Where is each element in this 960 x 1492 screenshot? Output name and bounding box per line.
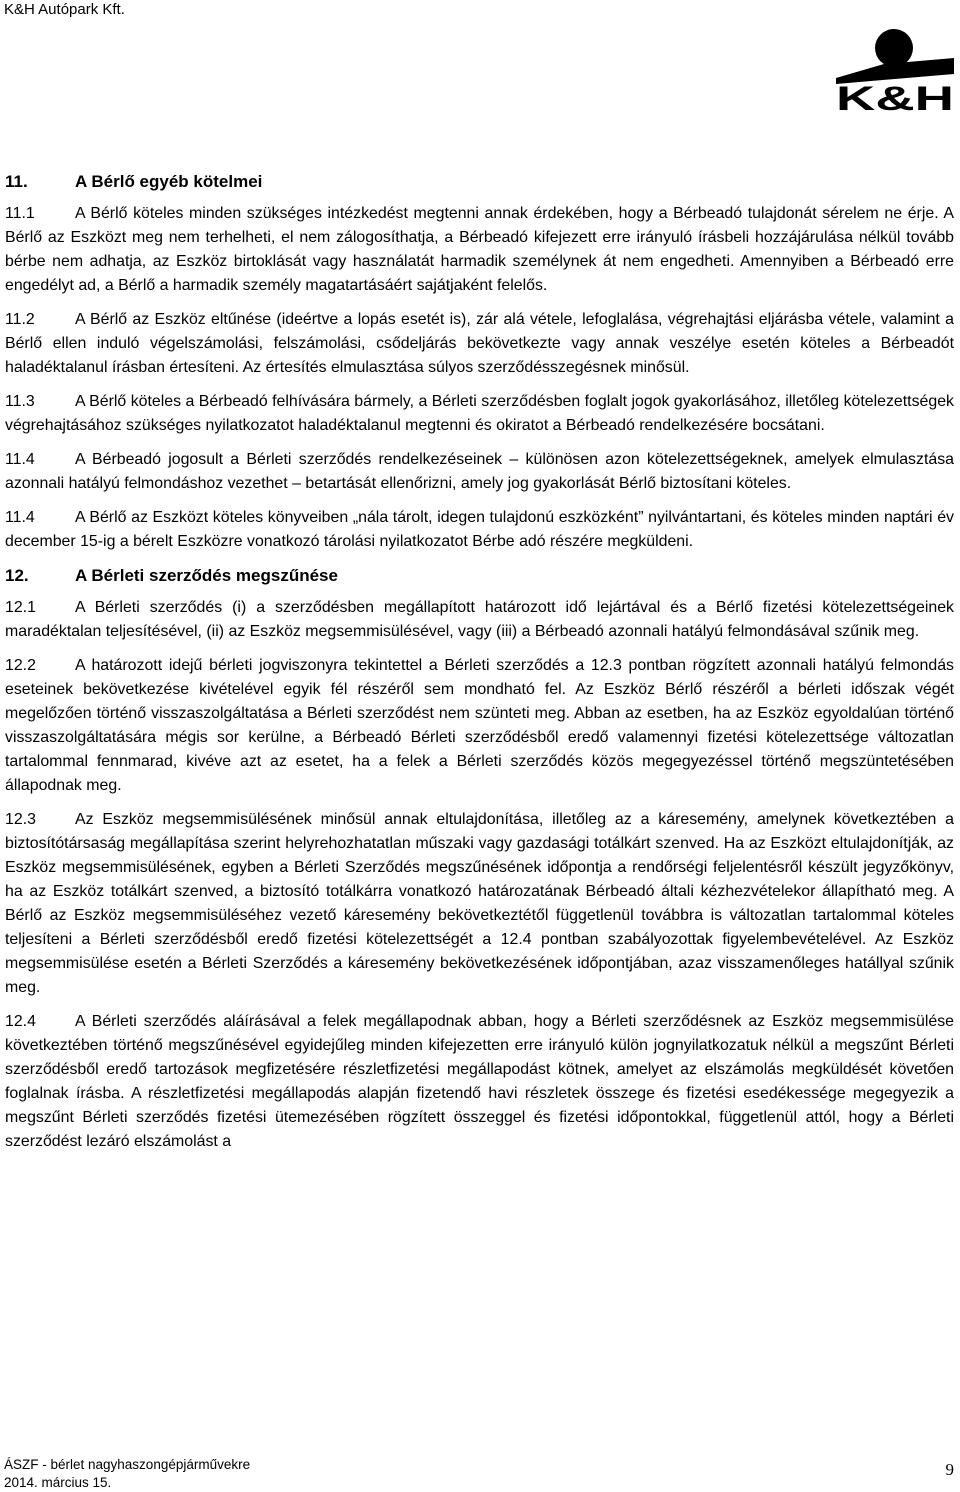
paragraph-12-2: 12.2 A határozott idejű bérleti jogviszonyra tekintettel a Bérleti szerződés a 12.3 pontban rögzített azonnali hatályú felmondás eseteinek bekövetkezése kivételével egyik fél részéről sem mondható fel. Az Eszköz Bérlő részéről a bérleti időszak végét megelőzően történő visszaszolgáltatása a Bérleti szerződést nem szünteti meg. Abban az esetben, ha az Eszköz egyoldalúan történő visszaszolgáltatására mégis sor kerülne, a Bérbeadó Bérleti szerződésből eredő valamennyi fizetési kötelezettsége változatlan tartalommal fennmarad, kivéve azt az esetet, ha a felek a Bérleti szerződés közös megegyezéssel történő megszüntetésében állapodnak meg. — [5, 657, 954, 794]
kh-logo — [834, 18, 956, 114]
paragraph-12-1: 12.1 A Bérleti szerződés (i) a szerződésben megállapított határozott idő lejártával és a Bérlő fizetési kötelezettségeinek maradéktalan teljesítésével, (ii) az Eszköz megsemmisülésével, vagy (iii) a Bérbeadó azonnali hatályú felmondásával szűnik meg. — [5, 599, 954, 640]
page-number: 9 — [945, 1460, 954, 1479]
paragraph-11-1: 11.1 A Bérlő köteles minden szükséges intézkedést megtenni annak érdekében, hogy a Bérbeadó tulajdonát sérelem ne érje. A Bérlő az Eszközt meg nem terhelheti, el nem zálogosíthatja, a Bérbeadó kifejezett erre irányuló írásbeli hozzájárulása nélkül tovább bérbe nem adhatja, az Eszköz birtoklását vagy használatát harmadik személynek át nem engedheti. Amennyiben a Bérbeadó erre engedélyt ad, a Bérlő a harmadik személy magatartásáért sajátjaként felelős. — [5, 205, 954, 294]
paragraph-11-4b: 11.4 A Bérlő az Eszközt köteles könyveiben „nála tárolt, idegen tulajdonú eszközként” nyilvántartani, és köteles minden naptári év december 15-ig a bérelt Eszközre vonatkozó tárolási nyilatkozatot Bérbe adó részére megküldeni. — [5, 509, 954, 550]
section-heading-12: 12. A Bérleti szerződés megszűnése — [5, 566, 338, 585]
paragraph-11-2: 11.2 A Bérlő az Eszköz eltűnése (ideértve a lopás esetét is), zár alá vétele, lefoglalása, végrehajtási eljárásba vétele, valamint a Bérlő ellen induló végelszámolási, felszámolási, csődeljárás bekövetkezte vagy annak veszélye esetén köteles a Bérbeadót haladéktalanul írásban értesíteni. Az értesítés elmulasztása súlyos szerződésszegésnek minősül. — [5, 311, 954, 376]
paragraph-12-3: 12.3 Az Eszköz megsemmisülésének minősül annak eltulajdonítása, illetőleg az a káresemény, amelynek következtében a biztosítótársaság megállapítása szerint helyrehozhatatlan műszaki vagy gazdasági totálkárt szenved. Ha az Eszközt eltulajdonítják, az Eszköz megsemmisülésének, egyben a Bérleti Szerződés megszűnésének időpontja a rendőrségi feljelentésről készült jegyzőkönyv, ha az Eszköz totálkárt szenved, a biztosító totálkárra vonatkozó határozatának Bérbeadó általi kézhezvételekor állapítható meg. A Bérlő az Eszköz megsemmisüléséhez vezető káresemény bekövetkeztétől függetlenül továbbra is változatlan tartalommal köteles teljesíteni a Bérleti szerződésből eredő fizetési kötelezettségét a 12.4 pontban szabályozottak figyelembevételével. Az Eszköz megsemmisülése esetén a Bérleti Szerződés a káresemény bekövetkezésének időpontjában, azaz visszamenőleges hatállyal szűnik meg. — [5, 811, 954, 996]
kh-logo-icon — [834, 18, 956, 114]
svg-text:K&H: K&H — [836, 80, 954, 114]
paragraph-11-4a: 11.4 A Bérbeadó jogosult a Bérleti szerződés rendelkezéseinek – különösen azon kötelezettségeknek, amelyek elmulasztása azonnali hatályú felmondáshoz vezethet – betartását ellenőrizni, amely jog gyakorlását Bérlő biztosítani köteles. — [5, 451, 954, 492]
paragraph-11-3: 11.3 A Bérlő köteles a Bérbeadó felhívására bármely, a Bérleti szerződésben foglalt jogok gyakorlásához, illetőleg kötelezettségek végrehajtásához szükséges nyilatkozatot haladéktalanul megtenni és okiratot a Bérbeadó rendelkezésére bocsátani. — [5, 393, 954, 434]
footer-date: 2014. március 15. — [4, 1475, 112, 1490]
footer-title: ÁSZF - bérlet nagyhaszongépjárművekre — [4, 1457, 251, 1472]
paragraph-12-4: 12.4 A Bérleti szerződés aláírásával a felek megállapodnak abban, hogy a Bérleti szerződésnek az Eszköz megsemmisülése következtében történő megszűnésével egyidejűleg minden kifejezetten erre irányuló külön jognyilatkozatuk nélkül a megszűnt Bérleti szerződésből eredő tartozások megfizetésére részletfizetési megállapodást kötnek, amelyet az elszámolás megküldését követően foglalnak írásba. A részletfizetési megállapodás alapján fizetendő havi részletek összege és fizetési esedékessége megegyezik a megszűnt Bérleti szerződés fizetési ütemezésében rögzített összeggel és fizetési időpontokkal, függetlenül attól, hogy a Bérleti szerződést lezáró elszámolást a — [5, 1013, 954, 1150]
section-heading-11: 11. A Bérlő egyéb kötelmei — [5, 172, 263, 191]
document-body — [5, 170, 954, 1164]
company-name: K&H Autópark Kft. — [4, 1, 125, 18]
footer — [4, 1456, 250, 1492]
